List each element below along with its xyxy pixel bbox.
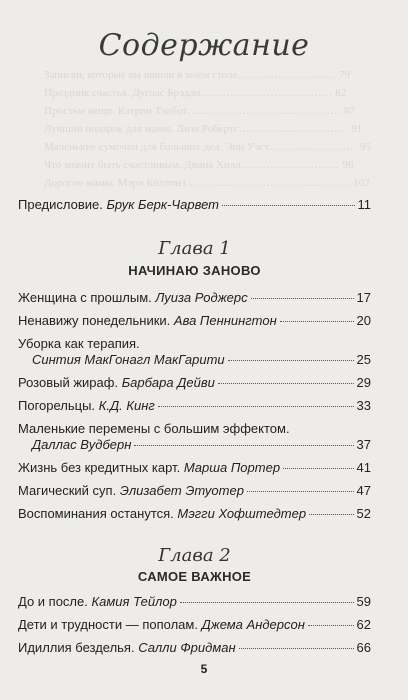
entry-title: Идиллия безделья. xyxy=(18,640,135,655)
entry-author: Ава Пеннингтон xyxy=(173,313,277,328)
toc-entry[interactable] xyxy=(18,594,371,609)
toc-entry[interactable] xyxy=(18,313,371,328)
entry-title[interactable]: Маленькие перемены с большим эффектом. xyxy=(18,421,290,436)
toc-entry[interactable] xyxy=(18,506,371,521)
entry-page: 37 xyxy=(356,437,371,452)
entry-page: 11 xyxy=(357,197,371,212)
page-title: Содержание xyxy=(98,28,310,63)
entry-title: Жизнь без кредитных карт. xyxy=(18,460,181,475)
entry-page: 33 xyxy=(356,398,371,413)
dot-leader xyxy=(228,360,354,361)
entry-author: Брук Берк-Чарвет xyxy=(106,197,219,212)
entry-page: 25 xyxy=(356,352,371,367)
dot-leader xyxy=(222,205,355,206)
entry-title: Женщина с прошлым. xyxy=(18,290,152,305)
entry-author: К.Д. Кинг xyxy=(98,398,155,413)
dot-leader xyxy=(309,514,353,515)
entry-author: Даллас Вудберн xyxy=(32,437,132,452)
entry-page: 20 xyxy=(356,313,371,328)
entry-title: Предисловие. xyxy=(18,197,103,212)
entry-page: 47 xyxy=(356,483,371,498)
chapter-heading: Глава 2 xyxy=(158,545,231,566)
entry-author: Барбара Дейви xyxy=(121,375,215,390)
chapter-subtitle: НАЧИНАЮ ЗАНОВО xyxy=(128,263,261,278)
chapter-subtitle: САМОЕ ВАЖНОЕ xyxy=(137,569,252,584)
dot-leader xyxy=(280,321,354,322)
entry-page: 59 xyxy=(356,594,371,609)
entry-author: Джема Андерсон xyxy=(201,617,305,632)
toc-entry[interactable] xyxy=(18,197,371,212)
entry-title: Воспоминания останутся. xyxy=(18,506,174,521)
toc-entry[interactable] xyxy=(18,617,371,632)
entry-author: Марша Портер xyxy=(183,460,281,475)
entry-page: 17 xyxy=(356,290,371,305)
dot-leader xyxy=(239,648,354,649)
toc-entry[interactable] xyxy=(18,483,371,498)
entry-page: 29 xyxy=(356,375,371,390)
dot-leader xyxy=(134,445,353,446)
dot-leader xyxy=(283,468,353,469)
entry-page: 41 xyxy=(356,460,371,475)
entry-author: Салли Фридман xyxy=(138,640,236,655)
entry-title: До и после. xyxy=(18,594,88,609)
entry-title: Погорельцы. xyxy=(18,398,96,413)
dot-leader xyxy=(158,406,354,407)
entry-author: Синтия МакГонагл МакГарити xyxy=(32,352,225,367)
toc-entry[interactable] xyxy=(18,437,371,452)
entry-title: Дети и трудности — пополам. xyxy=(18,617,198,632)
toc-entry[interactable] xyxy=(18,290,371,305)
entry-page: 62 xyxy=(356,617,371,632)
entry-page: 66 xyxy=(356,640,371,655)
entry-title[interactable]: Уборка как терапия. xyxy=(18,336,140,351)
toc-entry[interactable] xyxy=(18,640,371,655)
toc-entry[interactable] xyxy=(18,398,371,413)
toc-entry[interactable] xyxy=(18,375,371,390)
page-number: 5 xyxy=(200,662,208,676)
entry-title: Розовый жираф. xyxy=(18,375,119,390)
entry-author: Мэгги Хофштедтер xyxy=(177,506,307,521)
dot-leader xyxy=(308,625,354,626)
entry-author: Луиза Роджерс xyxy=(155,290,248,305)
chapter-heading: Глава 1 xyxy=(158,238,231,259)
entry-title: Ненавижу понедельники. xyxy=(18,313,171,328)
entry-author: Камия Тейлор xyxy=(91,594,177,609)
entry-title: Магический суп. xyxy=(18,483,117,498)
toc-entry[interactable] xyxy=(18,460,371,475)
dot-leader xyxy=(218,383,354,384)
dot-leader xyxy=(247,491,354,492)
entry-author: Элизабет Этуотер xyxy=(119,483,244,498)
show-through-text: Записки, которые вы нашли в моём столе……………………… 79 Праздник счастья. Дуглас Брэдли……………………………… 82 Простые вещи. Кэтрин Тэлбот…………………………………… 87 Лучший подарок для мамы. Лиза Робертс………………………… 91 Маленькие сумочки для больших дел. Энн Уэст…………………… 95 Что значит быть счастливым. Диана Хилл……………………… 98 Дорогие мамы. Мэри Коллинз……………………………………… 102 xyxy=(44,69,371,189)
dot-leader xyxy=(251,298,354,299)
toc-entry[interactable] xyxy=(18,352,371,367)
entry-page: 52 xyxy=(356,506,371,521)
dot-leader xyxy=(180,602,354,603)
